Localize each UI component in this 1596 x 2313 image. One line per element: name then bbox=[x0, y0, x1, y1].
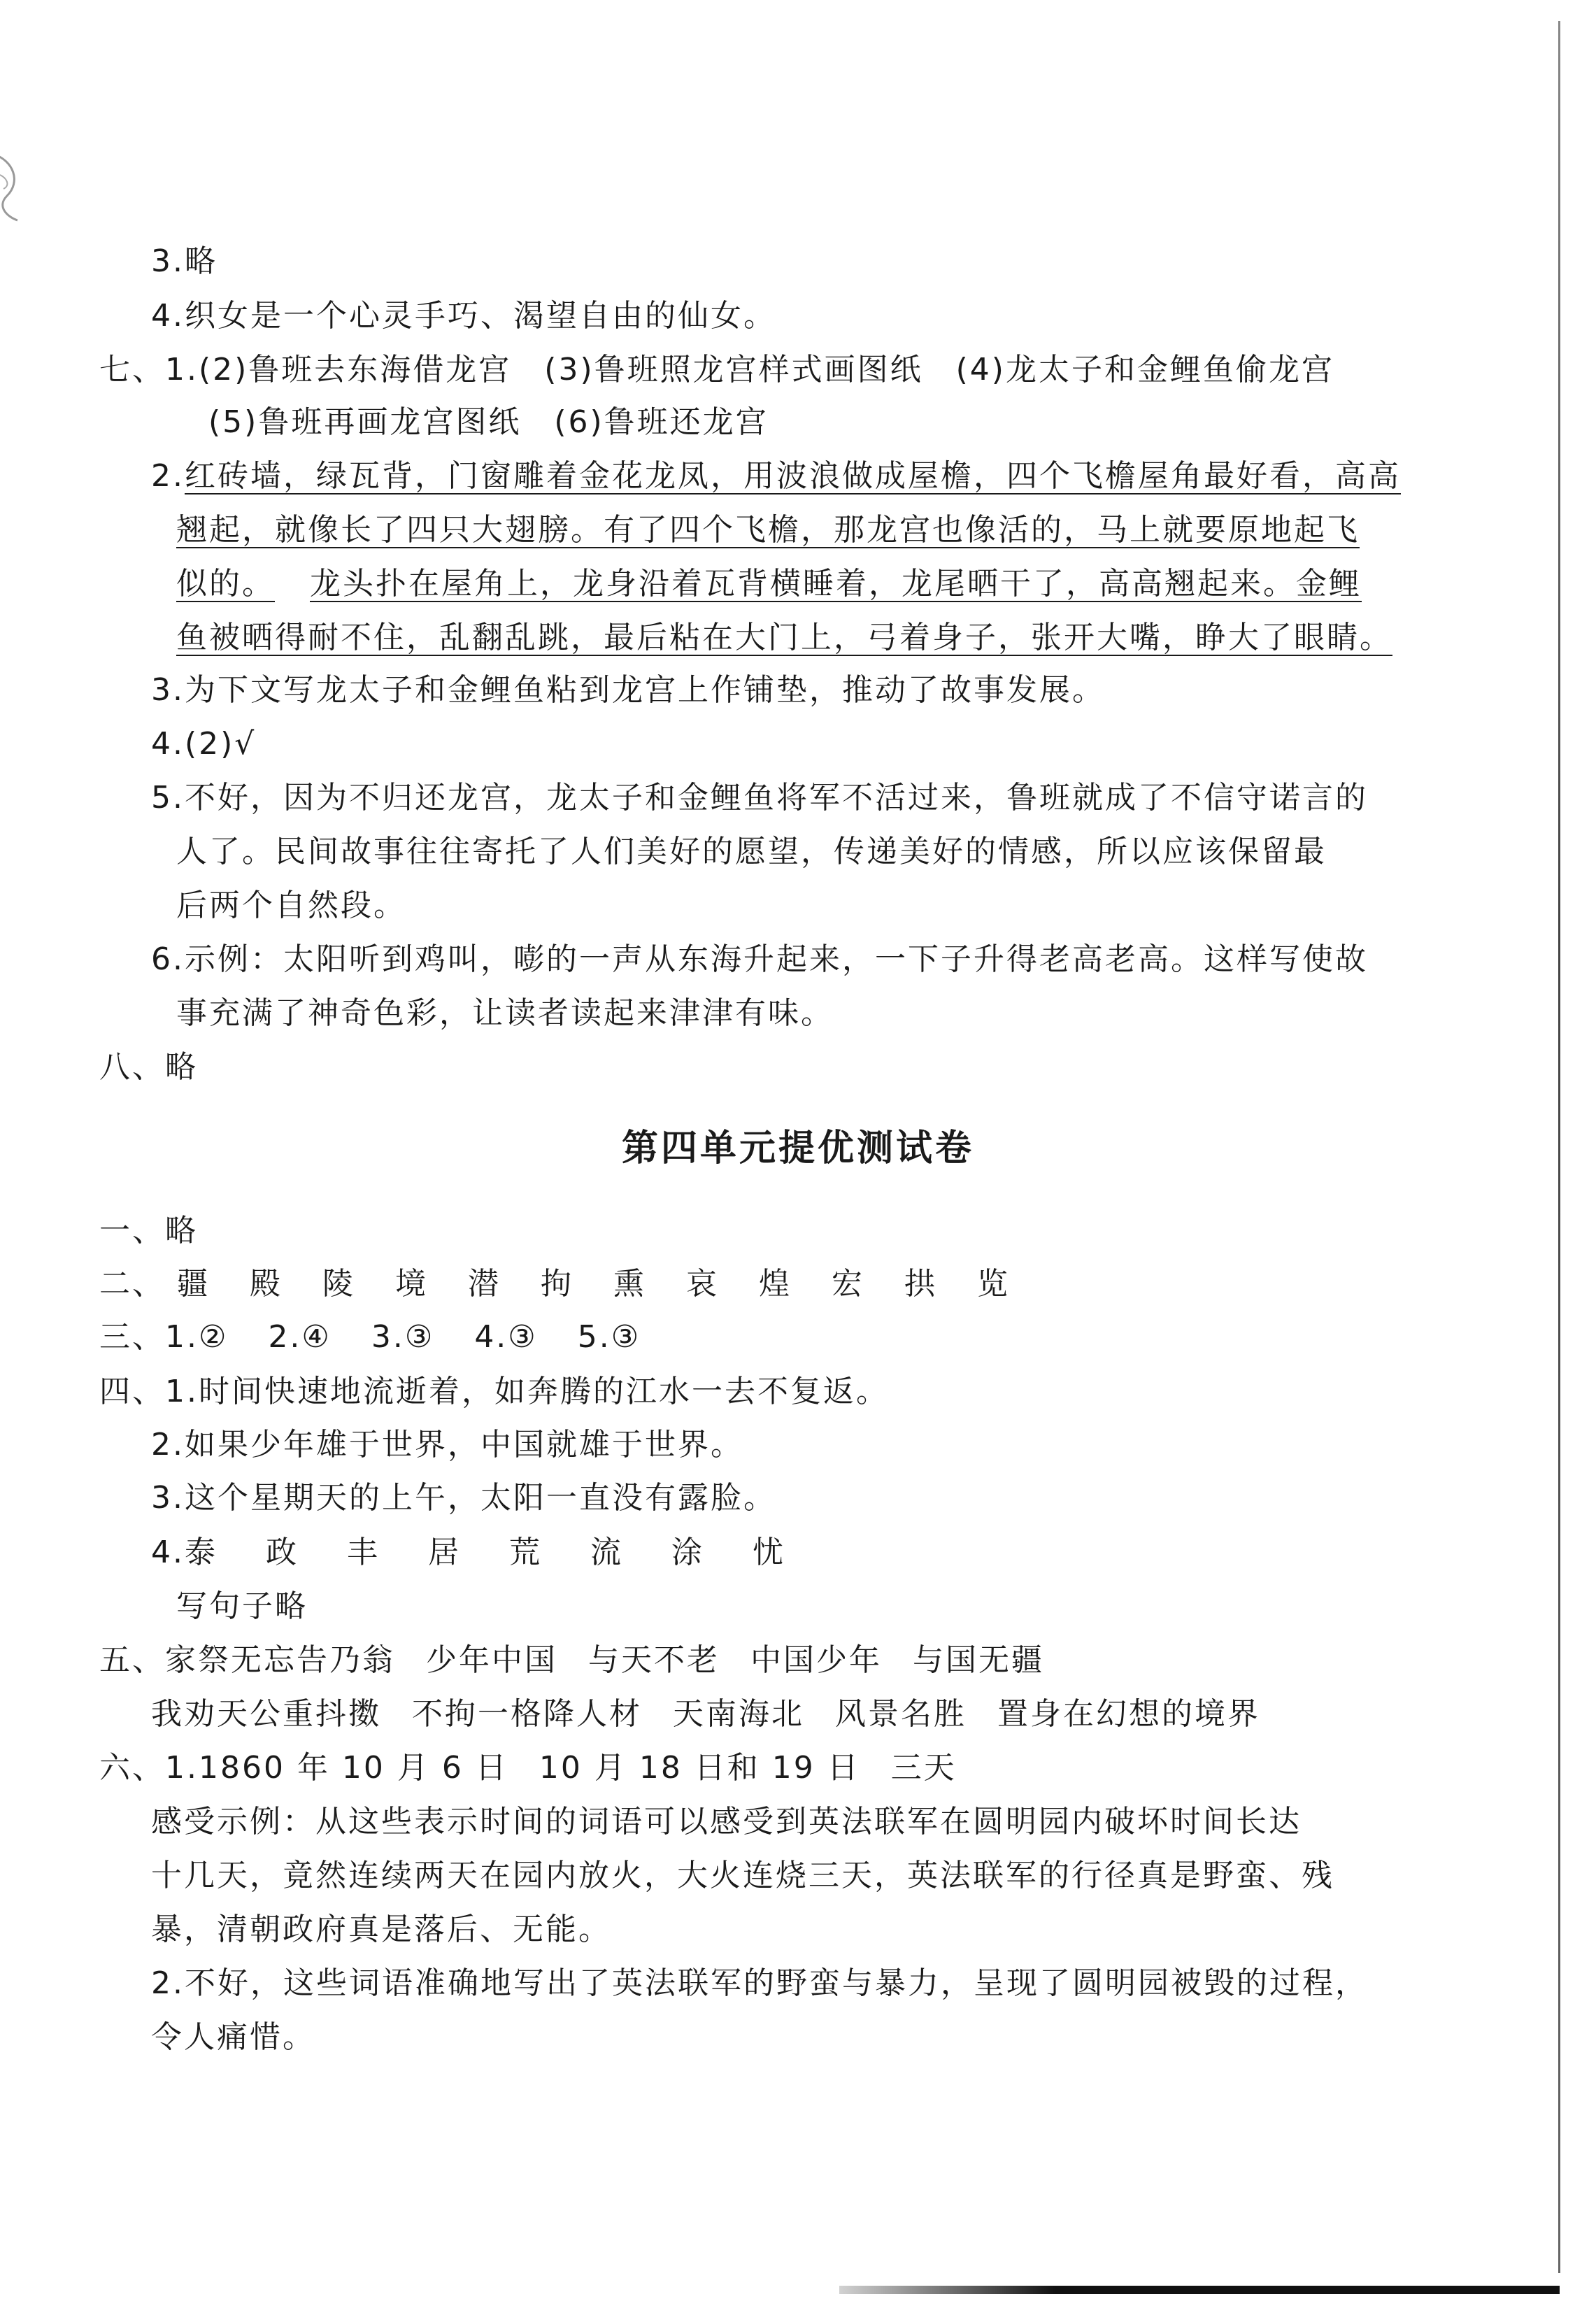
s2-word: 殿 bbox=[250, 1266, 283, 1302]
q2-underlined-3b: 龙头扑在屋角上，龙身沿着瓦背横睡着，龙尾晒干了，高高翘起来。金鲤 bbox=[310, 566, 1362, 602]
s2-prefix: 二、 bbox=[99, 1266, 165, 1302]
s2-word: 宏 bbox=[832, 1266, 864, 1302]
s3-choice: 2.④ bbox=[268, 1319, 332, 1355]
unit4-s4-line1: 四、1.时间快速地流逝着，如奔腾的江水一去不复返。 bbox=[99, 1374, 889, 1409]
s4-q4-prefix: 4. bbox=[151, 1535, 185, 1570]
s5-item: 中国少年 bbox=[750, 1642, 882, 1678]
s4-word: 忧 bbox=[752, 1535, 785, 1570]
s5-item: 家祭无忘告乃翁 bbox=[165, 1642, 395, 1678]
s2-word: 熏 bbox=[613, 1266, 646, 1302]
s4-word: 丰 bbox=[346, 1535, 380, 1570]
s2-word: 陵 bbox=[322, 1266, 355, 1302]
q2-underlined-2: 翘起，就像长了四只大翅膀。有了四个飞檐，那龙宫也像活的，马上就要原地起飞 bbox=[176, 512, 1360, 548]
unit4-s2 bbox=[99, 1265, 1038, 1304]
unit4-s4-line3: 3.这个星期天的上午，太阳一直没有露脸。 bbox=[151, 1480, 776, 1516]
s4-word: 流 bbox=[590, 1535, 623, 1570]
s4-word: 居 bbox=[427, 1535, 461, 1570]
s5-item: 不拘一格降人材 bbox=[412, 1696, 642, 1732]
s3-choice: 5.③ bbox=[577, 1319, 641, 1355]
unit4-s5-line2 bbox=[151, 1695, 1260, 1734]
s5-item: 天南海北 bbox=[673, 1696, 804, 1732]
s6-prefix: 六、 bbox=[99, 1750, 165, 1786]
q2-prefix: 2. bbox=[151, 458, 185, 494]
section7-q3: 3.为下文写龙太子和金鲤鱼粘到龙宫上作铺垫，推动了故事发展。 bbox=[151, 672, 1105, 708]
s6-date: 10 月 18 日和 19 日 bbox=[539, 1750, 860, 1786]
s5-item: 置身在幻想的境界 bbox=[997, 1696, 1260, 1732]
section7-q4: 4.(2)√ bbox=[151, 726, 257, 762]
section7-line2: (5)鲁班再画龙宫图纸 (6)鲁班还龙宫 bbox=[208, 404, 769, 440]
s2-word: 览 bbox=[977, 1266, 1010, 1302]
unit4-s6-line5: 2.不好，这些词语准确地写出了英法联军的野蛮与暴力，呈现了圆明园被毁的过程， bbox=[151, 1965, 1368, 2001]
s5-item: 少年中国 bbox=[426, 1642, 557, 1678]
answer-4: 4.织女是一个心灵手巧、渴望自由的仙女。 bbox=[151, 298, 776, 334]
q2-underlined-1: 红砖墙，绿瓦背，门窗雕着金花龙凤，用波浪做成屋檐，四个飞檐屋角最好看，高高 bbox=[184, 458, 1401, 494]
s4-word: 泰 bbox=[184, 1535, 218, 1570]
section7-q2-line4 bbox=[176, 618, 1392, 657]
s2-word: 拘 bbox=[541, 1266, 573, 1302]
unit4-s6-line1 bbox=[99, 1749, 957, 1788]
s6-date: 1.1860 年 10 月 6 日 bbox=[165, 1750, 508, 1786]
s4-word: 政 bbox=[265, 1535, 299, 1570]
s3-prefix: 三、 bbox=[99, 1319, 165, 1355]
q2-underlined-3a: 似的。 bbox=[176, 566, 275, 602]
section7-q2-line2 bbox=[176, 511, 1360, 550]
unit4-s3 bbox=[99, 1318, 669, 1357]
section7-q6-line2: 事充满了神奇色彩，让读者读起来津津有味。 bbox=[176, 995, 834, 1031]
unit4-s1: 一、略 bbox=[99, 1213, 198, 1248]
s5-item: 与国无疆 bbox=[913, 1642, 1044, 1678]
unit4-s6-line6: 令人痛惜。 bbox=[151, 2019, 315, 2055]
answer-3: 3.略 bbox=[151, 243, 218, 279]
s6-date: 三天 bbox=[890, 1750, 957, 1786]
section7-q5-line2: 人了。民间故事往往寄托了人们美好的愿望，传递美好的情感，所以应该保留最 bbox=[176, 834, 1327, 869]
unit4-s4-line2: 2.如果少年雄于世界，中国就雄于世界。 bbox=[151, 1427, 743, 1462]
s5-item: 与天不老 bbox=[588, 1642, 720, 1678]
unit4-s5-line1 bbox=[99, 1641, 1044, 1680]
unit4-title: 第四单元提优测试卷 bbox=[621, 1127, 974, 1169]
s2-word: 拱 bbox=[904, 1266, 937, 1302]
s3-choice: 1.② bbox=[165, 1319, 229, 1355]
s2-word: 潜 bbox=[468, 1266, 501, 1302]
unit4-s6-line4: 暴，清朝政府真是落后、无能。 bbox=[151, 1912, 611, 1947]
s2-word: 疆 bbox=[177, 1266, 210, 1302]
q2-underlined-4: 鱼被晒得耐不住，乱翻乱跳，最后粘在大门上，弓着身子，张开大嘴，睁大了眼睛。 bbox=[176, 620, 1392, 655]
scan-edge-bottom bbox=[839, 2286, 1560, 2294]
section7-q6-line1: 6.示例：太阳听到鸡叫，嘭的一声从东海升起来，一下子升得老高老高。这样写使故 bbox=[151, 941, 1368, 977]
section7-q5-line3: 后两个自然段。 bbox=[176, 888, 406, 923]
unit4-s6-line3: 十几天，竟然连续两天在园内放火，大火连烧三天，英法联军的行径真是野蛮、残 bbox=[151, 1858, 1334, 1893]
s2-word: 境 bbox=[395, 1266, 428, 1302]
s5-item: 风景名胜 bbox=[835, 1696, 967, 1732]
section7-q2-line1 bbox=[151, 457, 1401, 496]
section7-q5-line1: 5.不好，因为不归还龙宫，龙太子和金鲤鱼将军不活过来，鲁班就成了不信守诺言的 bbox=[151, 780, 1368, 816]
s4-word: 涂 bbox=[671, 1535, 704, 1570]
unit4-s4-line5: 写句子略 bbox=[176, 1588, 308, 1624]
section8: 八、略 bbox=[99, 1049, 198, 1085]
unit4-s6-line2: 感受示例：从这些表示时间的词语可以感受到英法联军在圆明园内破坏时间长达 bbox=[151, 1804, 1302, 1839]
s5-item: 我劝天公重抖擞 bbox=[151, 1696, 381, 1732]
s2-word: 煌 bbox=[759, 1266, 792, 1302]
s2-word: 哀 bbox=[686, 1266, 719, 1302]
section7-q2-line3 bbox=[176, 564, 1362, 604]
unit4-s4-line4 bbox=[151, 1533, 822, 1572]
s3-choice: 3.③ bbox=[371, 1319, 435, 1355]
stamp-mark-icon bbox=[0, 147, 28, 224]
s5-prefix: 五、 bbox=[99, 1642, 165, 1678]
section7-line1: 七、1.(2)鲁班去东海借龙宫 (3)鲁班照龙宫样式画图纸 (4)龙太子和金鲤鱼偷龙宫 bbox=[99, 352, 1334, 387]
s3-choice: 4.③ bbox=[474, 1319, 538, 1355]
s4-word: 荒 bbox=[508, 1535, 542, 1570]
